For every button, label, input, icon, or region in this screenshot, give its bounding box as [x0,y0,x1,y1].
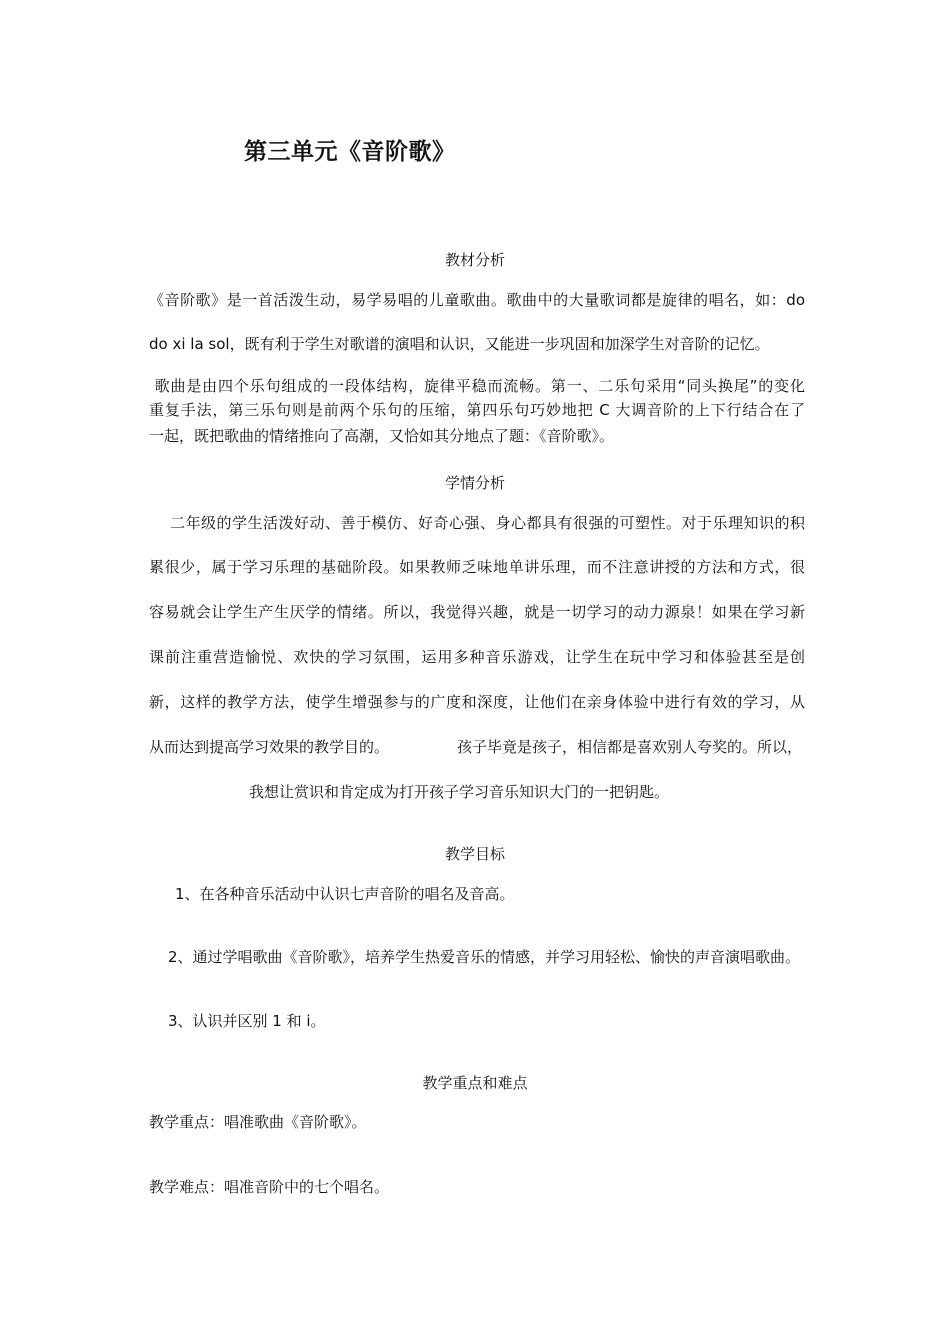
paragraph-line: 累很少，属于学习乐理的基础阶段。如果教师乏味地单讲乐理，而不注意讲授的方法和方式，很 [149,558,805,576]
paragraph-line: 重复手法，第三乐句则是前两个乐句的压缩，第四乐句巧妙地把 C 大调音阶的上下行结合在了 [149,401,805,419]
goal-item: 1、在各种音乐活动中认识七声音阶的唱名及音高。 [175,885,515,903]
goal-item: 2、通过学唱歌曲《音阶歌》，培养学生热爱音乐的情感，并学习用轻松、愉快的声音演唱歌曲。 [168,948,801,966]
page-title: 第三单元《音阶歌》 [244,139,456,165]
section-heading-teaching-goals: 教学目标 [444,845,505,863]
paragraph-line: do xi la sol，既有利于学生对歌谱的演唱和认识，又能进一步巩固和加深学生对音阶的记忆。 [149,335,770,353]
paragraph-line: 《音阶歌》是一首活泼生动，易学易唱的儿童歌曲。歌曲中的大量歌词都是旋律的唱名，如：do [149,291,805,309]
goal-item: 3、认识并区别 1 和 i。 [168,1012,326,1030]
paragraph-line: 孩子毕竟是孩子，相信都是喜欢别人夸奖的。所以， [457,738,803,756]
paragraph-line: 二年级的学生活泼好动、善于模仿、好奇心强、身心都具有很强的可塑性。对于乐理知识的积 [149,514,805,532]
paragraph-line: 新，这样的教学方法，使学生增强参与的广度和深度，让他们在亲身体验中进行有效的学习，从 [149,693,805,711]
paragraph-line: 容易就会让学生产生厌学的情绪。所以，我觉得兴趣，就是一切学习的动力源泉！如果在学习新 [149,603,805,621]
section-heading-material-analysis: 教材分析 [444,251,505,269]
paragraph-line: 我想让赏识和肯定成为打开孩子学习音乐知识大门的一把钥匙。 [249,783,670,801]
section-heading-student-analysis: 学情分析 [444,474,505,492]
section-heading-key-points: 教学重点和难点 [422,1074,528,1092]
teaching-focus: 教学重点：唱准歌曲《音阶歌》。 [149,1113,367,1131]
paragraph-line: 一起，既把歌曲的情绪推向了高潮，又恰如其分地点了题：《音阶歌》。 [149,427,615,445]
teaching-difficulty: 教学难点：唱准音阶中的七个唱名。 [149,1178,390,1196]
paragraph-line: 课前注重营造愉悦、欢快的学习氛围，运用多种音乐游戏，让学生在玩中学习和体验甚至是创 [149,648,805,666]
paragraph-line: 从而达到提高学习效果的教学目的。 [149,738,390,756]
paragraph-line: 歌曲是由四个乐句组成的一段体结构，旋律平稳而流畅。第一、二乐句采用“同头换尾”的变化 [149,377,805,395]
